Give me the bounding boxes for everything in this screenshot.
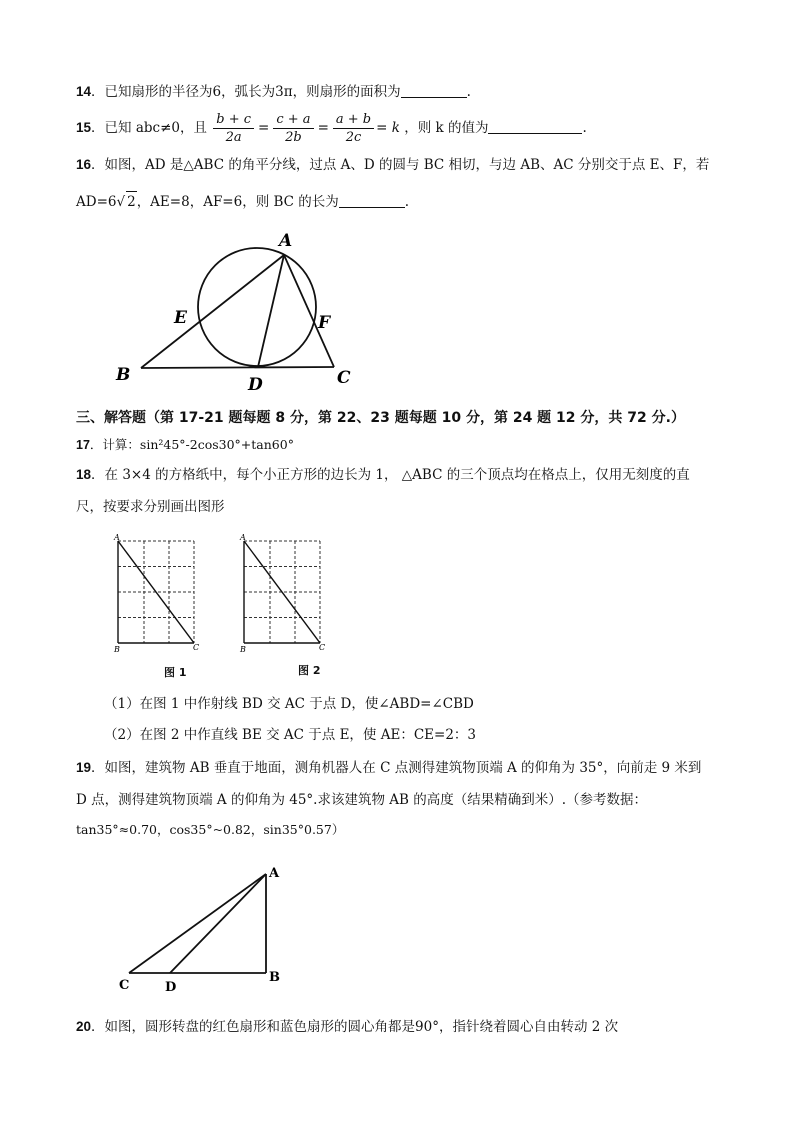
question-20 bbox=[76, 1017, 618, 1037]
question-19-line2 bbox=[76, 790, 647, 810]
question-number: 15 bbox=[76, 120, 92, 135]
figure-1-caption: 图 1 bbox=[164, 666, 187, 679]
segment-ac bbox=[284, 255, 334, 367]
sqrt-symbol: √ bbox=[116, 194, 126, 210]
question-18-sub2 bbox=[104, 725, 476, 745]
question-number: 17 bbox=[76, 438, 90, 452]
question-18-sub1 bbox=[104, 694, 474, 714]
circle bbox=[198, 248, 316, 366]
circle-triangle-figure bbox=[110, 225, 370, 395]
question-15 bbox=[76, 110, 587, 146]
question-text: ．如图，AD 是△ABC 的角平分线，过点 A、D 的圆与 BC 相切，与边 AB、AC 分别交于点 E、F，若 bbox=[91, 157, 710, 173]
question-text: 尺，按要求分别画出图形 bbox=[76, 499, 225, 515]
answer-blank[interactable] bbox=[488, 119, 582, 134]
grid-figure-2 bbox=[236, 530, 336, 656]
sight-line-da bbox=[170, 874, 266, 973]
label-a: A bbox=[114, 533, 120, 542]
sub-question-text: （1）在图 1 中作射线 BD 交 AC 于点 D，使∠ABD=∠CBD bbox=[104, 696, 474, 712]
answer-blank[interactable] bbox=[339, 193, 405, 208]
equals-sign: = bbox=[317, 120, 329, 136]
equals-sign: = bbox=[258, 120, 270, 136]
grid-figure-1 bbox=[110, 530, 210, 656]
question-16 bbox=[76, 155, 709, 175]
sub-question-text: （2）在图 2 中作直线 BE 交 AC 于点 E，使 AE：CE=2：3 bbox=[104, 727, 476, 743]
period: . bbox=[466, 84, 471, 100]
label-b: B bbox=[114, 645, 120, 654]
label-b: B bbox=[116, 365, 131, 385]
sqrt-value: 2 bbox=[126, 191, 137, 212]
question-number: 19 bbox=[76, 760, 92, 775]
question-text: D 点，测得建筑物顶端 A 的仰角为 45°.求该建筑物 AB 的高度（结果精确到米）.（参考数据： bbox=[76, 792, 648, 808]
label-e: E bbox=[174, 308, 187, 328]
question-19 bbox=[76, 758, 701, 778]
fraction-1: $\frac{b + c}{2a}$ bbox=[213, 111, 254, 146]
label-c: C bbox=[319, 643, 326, 652]
question-text: ．在 3×4 的方格纸中，每个小正方形的边长为 1， △ABC 的三个顶点均在格点上，仅用无刻度的直 bbox=[91, 467, 690, 483]
question-number: 20 bbox=[76, 1019, 92, 1034]
label-c: C bbox=[337, 368, 351, 388]
question-18-line2 bbox=[76, 497, 225, 517]
k-variable: = k bbox=[376, 120, 400, 136]
section-heading: 三、解答题（第 17-21 题每题 8 分，第 22、23 题每题 10 分，第 24 题 12 分，共 72 分.） bbox=[76, 410, 685, 426]
given-ad: AD=6 bbox=[76, 194, 117, 210]
sight-line-ca bbox=[129, 874, 266, 973]
label-a: A bbox=[279, 231, 293, 251]
question-number: 14 bbox=[76, 84, 92, 99]
label-a: A bbox=[240, 533, 246, 542]
question-19-line3 bbox=[76, 820, 344, 840]
label-b: B bbox=[269, 970, 280, 985]
question-text: ．如图，圆形转盘的红色扇形和蓝色扇形的圆心角都是90°，指针绕着圆心自由转动 2 次 bbox=[91, 1019, 619, 1035]
question-text: ．已知扇形的半径为6，弧长为3π，则扇形的面积为 bbox=[91, 84, 401, 100]
question-text: ．已知 abc≠0，且 bbox=[91, 120, 207, 136]
period: . bbox=[404, 194, 410, 210]
question-16-line2 bbox=[76, 191, 409, 212]
label-a: A bbox=[269, 866, 280, 881]
question-number: 18 bbox=[76, 467, 92, 482]
answer-blank[interactable] bbox=[401, 83, 467, 98]
reference-data: tan35°≈0.70，cos35°~0.82，sin35°0.57） bbox=[76, 822, 345, 837]
question-17 bbox=[76, 435, 294, 455]
question-text: ．如图，建筑物 AB 垂直于地面，测角机器人在 C 点测得建筑物顶端 A 的仰角为 35°，向前走 9 米到 bbox=[91, 760, 702, 776]
fraction-3: $\frac{a + b}{2c}$ bbox=[333, 111, 374, 146]
question-number: 16 bbox=[76, 157, 92, 172]
question-14 bbox=[76, 82, 471, 102]
label-c: C bbox=[193, 643, 200, 652]
question-text-mid: ，则 k 的值为 bbox=[404, 120, 489, 136]
label-f: F bbox=[318, 313, 331, 333]
question-text: ，AE=8，AF=6，则 BC 的长为 bbox=[136, 194, 339, 210]
label-d: D bbox=[248, 375, 263, 395]
question-text: ．计算：sin²45°-2cos30°+tan60° bbox=[89, 437, 294, 452]
period: . bbox=[582, 120, 587, 136]
building-figure bbox=[110, 860, 300, 995]
segment-bc bbox=[141, 367, 334, 368]
figure-2-caption: 图 2 bbox=[298, 664, 321, 677]
label-b: B bbox=[240, 645, 246, 654]
question-18 bbox=[76, 465, 690, 485]
fraction-2: $\frac{c + a}{2b}$ bbox=[273, 111, 313, 146]
label-d: D bbox=[165, 980, 177, 995]
label-c: C bbox=[119, 978, 130, 993]
